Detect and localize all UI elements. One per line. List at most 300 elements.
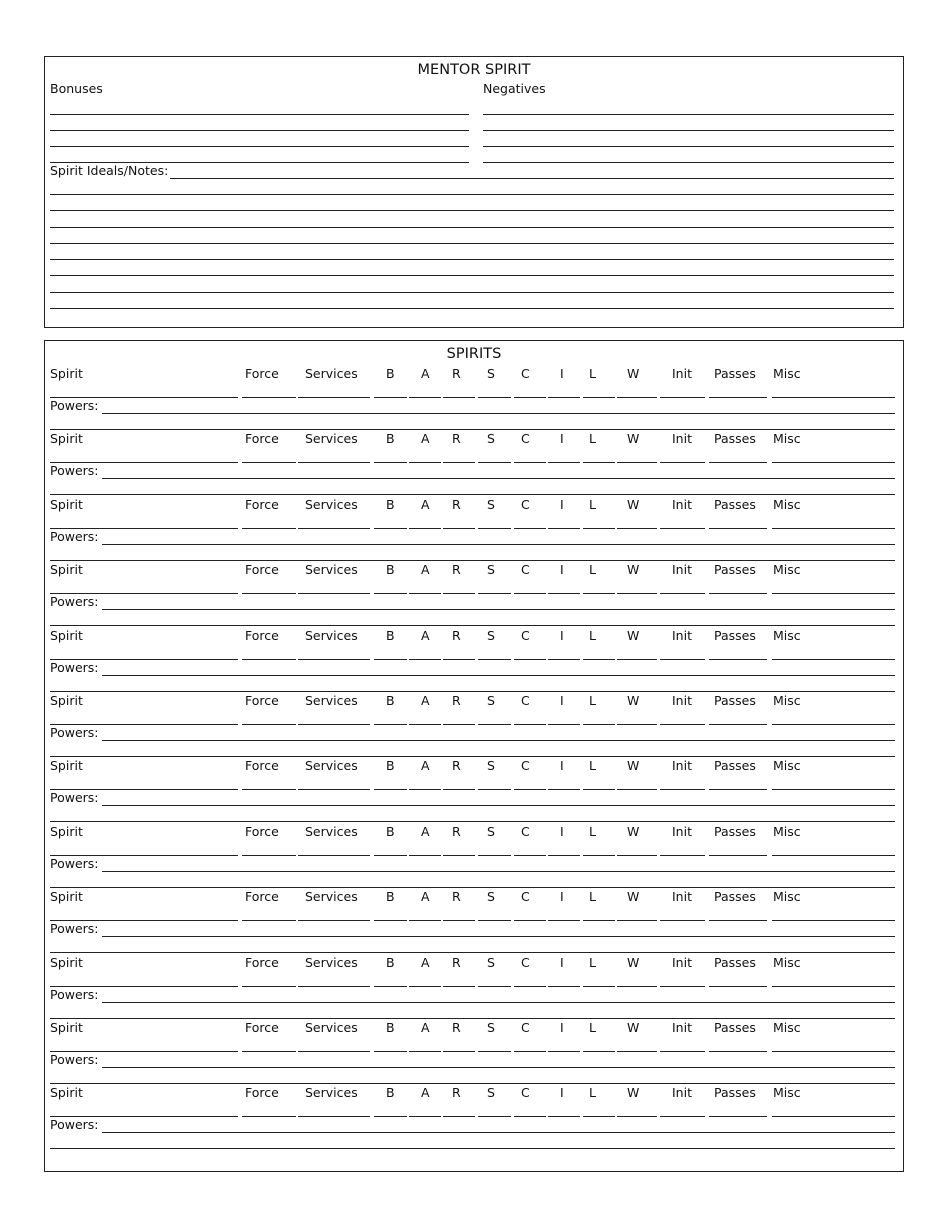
column-label-w: W — [627, 1085, 640, 1100]
column-label-w: W — [627, 693, 640, 708]
column-label-init: Init — [672, 693, 692, 708]
powers-line[interactable] — [102, 609, 895, 610]
powers-line[interactable] — [102, 413, 895, 414]
column-label-a: A — [421, 693, 430, 708]
column-label-w: W — [627, 1020, 640, 1035]
field-line-s[interactable] — [478, 986, 511, 987]
field-line-b[interactable] — [374, 593, 407, 594]
bonuses-label: Bonuses — [50, 81, 103, 96]
field-line-c[interactable] — [514, 724, 546, 725]
field-line-init[interactable] — [660, 593, 705, 594]
powers-line[interactable] — [102, 544, 895, 545]
field-line-b[interactable] — [374, 659, 407, 660]
column-label-w: W — [627, 431, 640, 446]
column-label-spirit: Spirit — [50, 497, 83, 512]
field-line-services[interactable] — [298, 920, 370, 921]
field-line-w[interactable] — [617, 1116, 657, 1117]
column-label-services: Services — [305, 366, 358, 381]
field-line-b[interactable] — [374, 986, 407, 987]
field-line-misc[interactable] — [772, 397, 895, 398]
column-label-misc: Misc — [773, 562, 801, 577]
column-label-r: R — [452, 431, 461, 446]
field-line-init[interactable] — [660, 1051, 705, 1052]
notes-line[interactable] — [50, 275, 894, 276]
column-label-services: Services — [305, 1085, 358, 1100]
field-line-force[interactable] — [242, 789, 296, 790]
field-line-init[interactable] — [660, 855, 705, 856]
column-label-spirit: Spirit — [50, 562, 83, 577]
column-label-a: A — [421, 1020, 430, 1035]
column-label-a: A — [421, 366, 430, 381]
column-label-r: R — [452, 955, 461, 970]
powers-line-2[interactable] — [50, 625, 895, 626]
column-label-misc: Misc — [773, 1085, 801, 1100]
field-line-l[interactable] — [583, 1116, 615, 1117]
field-line-misc[interactable] — [772, 528, 895, 529]
column-label-l: L — [589, 1020, 596, 1035]
column-label-b: B — [386, 366, 395, 381]
field-line-l[interactable] — [583, 920, 615, 921]
negative-line[interactable] — [483, 130, 894, 131]
bonus-line[interactable] — [50, 162, 469, 163]
field-line-s[interactable] — [478, 397, 511, 398]
field-line-c[interactable] — [514, 397, 546, 398]
column-label-spirit: Spirit — [50, 758, 83, 773]
column-label-misc: Misc — [773, 1020, 801, 1035]
powers-line[interactable] — [102, 478, 895, 479]
column-label-init: Init — [672, 824, 692, 839]
field-line-services[interactable] — [298, 528, 370, 529]
column-label-r: R — [452, 497, 461, 512]
field-line-l[interactable] — [583, 659, 615, 660]
field-line-c[interactable] — [514, 1051, 546, 1052]
field-line-l[interactable] — [583, 855, 615, 856]
field-line-misc[interactable] — [772, 855, 895, 856]
column-label-force: Force — [245, 431, 279, 446]
field-line-r[interactable] — [443, 397, 475, 398]
column-label-spirit: Spirit — [50, 431, 83, 446]
field-line-force[interactable] — [242, 1051, 296, 1052]
column-label-a: A — [421, 889, 430, 904]
field-line-a[interactable] — [409, 659, 441, 660]
field-line-a[interactable] — [409, 528, 441, 529]
column-label-a: A — [421, 562, 430, 577]
spirit-entry — [45, 561, 903, 625]
field-line-r[interactable] — [443, 855, 475, 856]
field-line-services[interactable] — [298, 986, 370, 987]
powers-label: Powers: — [50, 790, 99, 805]
notes-line[interactable] — [50, 259, 894, 260]
field-line-i[interactable] — [548, 593, 580, 594]
field-line-services[interactable] — [298, 1051, 370, 1052]
field-line-misc[interactable] — [772, 462, 895, 463]
field-line-force[interactable] — [242, 462, 296, 463]
column-label-misc: Misc — [773, 758, 801, 773]
column-label-b: B — [386, 431, 395, 446]
field-line-i[interactable] — [548, 528, 580, 529]
spirit-entry — [45, 954, 903, 1018]
field-line-a[interactable] — [409, 1116, 441, 1117]
powers-label: Powers: — [50, 529, 99, 544]
field-line-s[interactable] — [478, 528, 511, 529]
column-label-b: B — [386, 758, 395, 773]
field-line-init[interactable] — [660, 397, 705, 398]
column-label-c: C — [521, 366, 530, 381]
field-line-b[interactable] — [374, 724, 407, 725]
powers-label: Powers: — [50, 856, 99, 871]
field-line-misc[interactable] — [772, 724, 895, 725]
field-line-passes[interactable] — [709, 920, 767, 921]
field-line-r[interactable] — [443, 920, 475, 921]
field-line-c[interactable] — [514, 528, 546, 529]
field-line-b[interactable] — [374, 789, 407, 790]
field-line-c[interactable] — [514, 855, 546, 856]
column-label-r: R — [452, 628, 461, 643]
field-line-force[interactable] — [242, 855, 296, 856]
powers-line[interactable] — [102, 1002, 895, 1003]
column-label-passes: Passes — [714, 431, 756, 446]
field-line-i[interactable] — [548, 1051, 580, 1052]
column-label-l: L — [589, 693, 596, 708]
field-line-s[interactable] — [478, 920, 511, 921]
field-line-i[interactable] — [548, 855, 580, 856]
column-label-i: I — [560, 497, 564, 512]
field-line-c[interactable] — [514, 462, 546, 463]
field-line-services[interactable] — [298, 659, 370, 660]
field-line-force[interactable] — [242, 724, 296, 725]
field-line-passes[interactable] — [709, 528, 767, 529]
column-label-passes: Passes — [714, 889, 756, 904]
field-line-c[interactable] — [514, 789, 546, 790]
column-label-b: B — [386, 1020, 395, 1035]
column-label-r: R — [452, 562, 461, 577]
field-line-init[interactable] — [660, 462, 705, 463]
notes-line[interactable] — [50, 194, 894, 195]
field-line-misc[interactable] — [772, 986, 895, 987]
field-line-init[interactable] — [660, 920, 705, 921]
field-line-passes[interactable] — [709, 986, 767, 987]
field-line-s[interactable] — [478, 1116, 511, 1117]
field-line-b[interactable] — [374, 397, 407, 398]
column-label-c: C — [521, 955, 530, 970]
column-label-init: Init — [672, 628, 692, 643]
negative-line[interactable] — [483, 146, 894, 147]
field-line-init[interactable] — [660, 528, 705, 529]
field-line-misc[interactable] — [772, 593, 895, 594]
field-line-r[interactable] — [443, 1051, 475, 1052]
field-line-passes[interactable] — [709, 593, 767, 594]
column-label-passes: Passes — [714, 1085, 756, 1100]
column-label-misc: Misc — [773, 824, 801, 839]
column-label-init: Init — [672, 758, 692, 773]
field-line-i[interactable] — [548, 462, 580, 463]
field-line-b[interactable] — [374, 528, 407, 529]
field-line-init[interactable] — [660, 986, 705, 987]
column-label-force: Force — [245, 889, 279, 904]
column-label-a: A — [421, 1085, 430, 1100]
field-line-a[interactable] — [409, 986, 441, 987]
field-line-a[interactable] — [409, 1051, 441, 1052]
field-line-c[interactable] — [514, 593, 546, 594]
column-label-s: S — [487, 1085, 495, 1100]
field-line-passes[interactable] — [709, 462, 767, 463]
field-line-i[interactable] — [548, 1116, 580, 1117]
field-line-a[interactable] — [409, 920, 441, 921]
powers-label: Powers: — [50, 1117, 99, 1132]
field-line-passes[interactable] — [709, 789, 767, 790]
powers-label: Powers: — [50, 594, 99, 609]
field-line-services[interactable] — [298, 397, 370, 398]
powers-line[interactable] — [102, 805, 895, 806]
field-line-b[interactable] — [374, 855, 407, 856]
field-line-i[interactable] — [548, 986, 580, 987]
column-label-l: L — [589, 366, 596, 381]
field-line-b[interactable] — [374, 1116, 407, 1117]
field-line-b[interactable] — [374, 462, 407, 463]
column-label-force: Force — [245, 758, 279, 773]
field-line-services[interactable] — [298, 462, 370, 463]
bonus-line[interactable] — [50, 130, 469, 131]
powers-line[interactable] — [102, 1067, 895, 1068]
field-line-l[interactable] — [583, 789, 615, 790]
powers-line-2[interactable] — [50, 1148, 895, 1149]
field-line-a[interactable] — [409, 462, 441, 463]
column-label-spirit: Spirit — [50, 1085, 83, 1100]
field-line-a[interactable] — [409, 855, 441, 856]
field-line-s[interactable] — [478, 724, 511, 725]
negative-line[interactable] — [483, 114, 894, 115]
field-line-l[interactable] — [583, 462, 615, 463]
field-line-w[interactable] — [617, 462, 657, 463]
column-label-w: W — [627, 955, 640, 970]
field-line-a[interactable] — [409, 593, 441, 594]
spirit-entry — [45, 823, 903, 887]
powers-line-2[interactable] — [50, 821, 895, 822]
field-line-w[interactable] — [617, 986, 657, 987]
column-label-b: B — [386, 824, 395, 839]
spirit-entry — [45, 430, 903, 494]
notes-line[interactable] — [50, 243, 894, 244]
column-label-force: Force — [245, 628, 279, 643]
powers-label: Powers: — [50, 463, 99, 478]
bonus-line[interactable] — [50, 146, 469, 147]
field-line-passes[interactable] — [709, 724, 767, 725]
field-line-r[interactable] — [443, 659, 475, 660]
field-line-a[interactable] — [409, 724, 441, 725]
field-line-c[interactable] — [514, 920, 546, 921]
column-label-c: C — [521, 562, 530, 577]
field-line-l[interactable] — [583, 593, 615, 594]
column-label-spirit: Spirit — [50, 955, 83, 970]
field-line-s[interactable] — [478, 855, 511, 856]
column-label-services: Services — [305, 889, 358, 904]
column-label-r: R — [452, 889, 461, 904]
column-label-i: I — [560, 889, 564, 904]
field-line-l[interactable] — [583, 724, 615, 725]
field-line-passes[interactable] — [709, 1116, 767, 1117]
field-line-i[interactable] — [548, 789, 580, 790]
column-label-passes: Passes — [714, 955, 756, 970]
field-line-services[interactable] — [298, 789, 370, 790]
column-label-r: R — [452, 366, 461, 381]
field-line-c[interactable] — [514, 986, 546, 987]
spirit-entry — [45, 365, 903, 429]
notes-line[interactable] — [50, 308, 894, 309]
field-line-c[interactable] — [514, 659, 546, 660]
field-line-init[interactable] — [660, 789, 705, 790]
field-line-passes[interactable] — [709, 855, 767, 856]
field-line-init[interactable] — [660, 1116, 705, 1117]
column-label-s: S — [487, 824, 495, 839]
field-line-i[interactable] — [548, 659, 580, 660]
field-line-force[interactable] — [242, 593, 296, 594]
field-line-r[interactable] — [443, 593, 475, 594]
field-line-passes[interactable] — [709, 397, 767, 398]
field-line-i[interactable] — [548, 397, 580, 398]
column-label-s: S — [487, 693, 495, 708]
field-line-s[interactable] — [478, 593, 511, 594]
column-label-c: C — [521, 497, 530, 512]
field-line-s[interactable] — [478, 1051, 511, 1052]
field-line-r[interactable] — [443, 1116, 475, 1117]
field-line-services[interactable] — [298, 1116, 370, 1117]
spirit-ideals-label: Spirit Ideals/Notes: — [50, 163, 169, 178]
powers-line[interactable] — [102, 936, 895, 937]
powers-line-2[interactable] — [50, 952, 895, 953]
column-label-misc: Misc — [773, 497, 801, 512]
field-line-misc[interactable] — [772, 789, 895, 790]
field-line-a[interactable] — [409, 397, 441, 398]
powers-label: Powers: — [50, 660, 99, 675]
column-label-b: B — [386, 497, 395, 512]
field-line-r[interactable] — [443, 724, 475, 725]
field-line-w[interactable] — [617, 1051, 657, 1052]
field-line-force[interactable] — [242, 986, 296, 987]
field-line-w[interactable] — [617, 528, 657, 529]
notes-line[interactable] — [50, 210, 894, 211]
column-label-i: I — [560, 366, 564, 381]
column-label-l: L — [589, 497, 596, 512]
field-line-services[interactable] — [298, 855, 370, 856]
column-label-spirit: Spirit — [50, 824, 83, 839]
field-line-w[interactable] — [617, 659, 657, 660]
notes-line[interactable] — [50, 292, 894, 293]
field-line-l[interactable] — [583, 986, 615, 987]
powers-label: Powers: — [50, 987, 99, 1002]
powers-line[interactable] — [102, 675, 895, 676]
field-line-init[interactable] — [660, 724, 705, 725]
powers-label: Powers: — [50, 1052, 99, 1067]
field-line-force[interactable] — [242, 659, 296, 660]
column-label-force: Force — [245, 562, 279, 577]
column-label-init: Init — [672, 562, 692, 577]
column-label-c: C — [521, 824, 530, 839]
field-line-i[interactable] — [548, 920, 580, 921]
column-label-passes: Passes — [714, 758, 756, 773]
column-label-misc: Misc — [773, 366, 801, 381]
field-line-services[interactable] — [298, 593, 370, 594]
field-line-force[interactable] — [242, 528, 296, 529]
field-line-i[interactable] — [548, 724, 580, 725]
field-line-force[interactable] — [242, 920, 296, 921]
field-line-misc[interactable] — [772, 920, 895, 921]
powers-line[interactable] — [102, 1132, 895, 1133]
field-line-r[interactable] — [443, 528, 475, 529]
negative-line[interactable] — [483, 162, 894, 163]
field-line-force[interactable] — [242, 397, 296, 398]
field-line-l[interactable] — [583, 1051, 615, 1052]
field-line-misc[interactable] — [772, 1051, 895, 1052]
column-label-services: Services — [305, 497, 358, 512]
column-label-spirit: Spirit — [50, 1020, 83, 1035]
field-line-s[interactable] — [478, 462, 511, 463]
field-line-s[interactable] — [478, 789, 511, 790]
column-label-r: R — [452, 1085, 461, 1100]
column-label-r: R — [452, 758, 461, 773]
column-label-a: A — [421, 431, 430, 446]
column-label-services: Services — [305, 1020, 358, 1035]
column-label-passes: Passes — [714, 824, 756, 839]
field-line-w[interactable] — [617, 724, 657, 725]
field-line-b[interactable] — [374, 920, 407, 921]
field-line-init[interactable] — [660, 659, 705, 660]
column-label-misc: Misc — [773, 693, 801, 708]
powers-line-2[interactable] — [50, 494, 895, 495]
field-line-services[interactable] — [298, 724, 370, 725]
field-line-misc[interactable] — [772, 659, 895, 660]
column-label-l: L — [589, 431, 596, 446]
field-line-b[interactable] — [374, 1051, 407, 1052]
column-label-s: S — [487, 366, 495, 381]
column-label-l: L — [589, 628, 596, 643]
field-line-l[interactable] — [583, 528, 615, 529]
field-line-w[interactable] — [617, 855, 657, 856]
field-line-l[interactable] — [583, 397, 615, 398]
field-line-a[interactable] — [409, 789, 441, 790]
bonus-line[interactable] — [50, 114, 469, 115]
column-label-i: I — [560, 431, 564, 446]
field-line-s[interactable] — [478, 659, 511, 660]
field-line-w[interactable] — [617, 789, 657, 790]
column-label-a: A — [421, 955, 430, 970]
powers-line[interactable] — [102, 740, 895, 741]
field-line-r[interactable] — [443, 462, 475, 463]
spirit-ideals-line[interactable] — [170, 178, 894, 179]
field-line-w[interactable] — [617, 397, 657, 398]
column-label-c: C — [521, 1020, 530, 1035]
field-line-misc[interactable] — [772, 1116, 895, 1117]
notes-line[interactable] — [50, 227, 894, 228]
field-line-force[interactable] — [242, 1116, 296, 1117]
field-line-passes[interactable] — [709, 1051, 767, 1052]
column-label-spirit: Spirit — [50, 628, 83, 643]
column-label-force: Force — [245, 693, 279, 708]
field-line-w[interactable] — [617, 920, 657, 921]
field-line-w[interactable] — [617, 593, 657, 594]
spirit-entry — [45, 496, 903, 560]
field-line-r[interactable] — [443, 789, 475, 790]
column-label-a: A — [421, 758, 430, 773]
column-label-i: I — [560, 1085, 564, 1100]
column-label-services: Services — [305, 955, 358, 970]
field-line-passes[interactable] — [709, 659, 767, 660]
field-line-r[interactable] — [443, 986, 475, 987]
powers-line[interactable] — [102, 871, 895, 872]
column-label-services: Services — [305, 628, 358, 643]
column-label-s: S — [487, 1020, 495, 1035]
field-line-c[interactable] — [514, 1116, 546, 1117]
column-label-misc: Misc — [773, 628, 801, 643]
